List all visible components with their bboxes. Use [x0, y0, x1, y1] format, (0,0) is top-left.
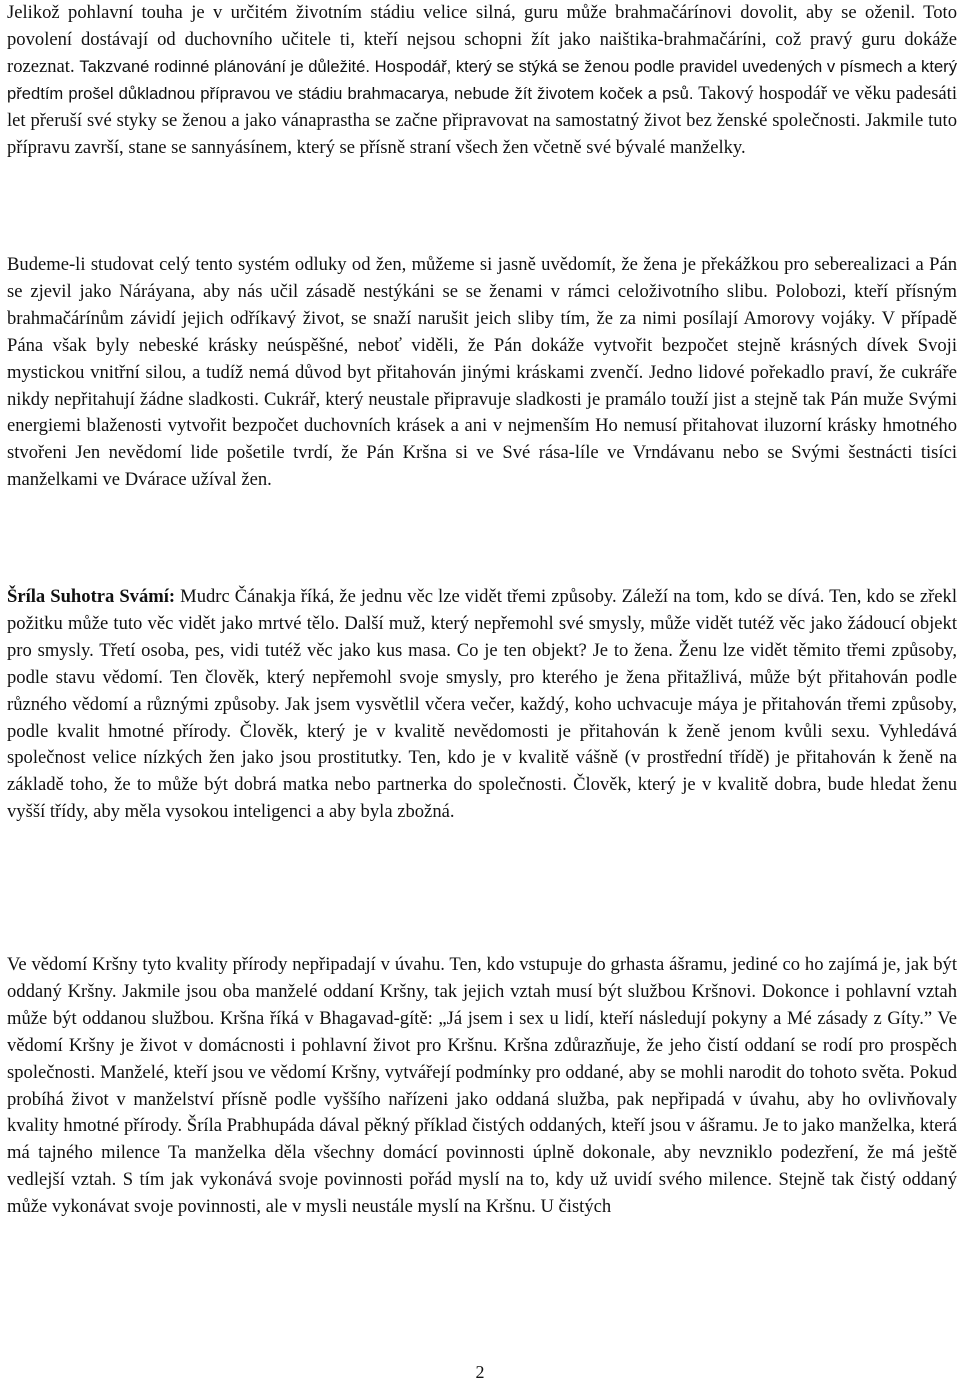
paragraph-krishna-consciousness: Ve vědomí Kršny tyto kvality přírody nepřipadají v úvahu. Ten, kdo vstupuje do grhasta ášramu, jediné co ho zajímá je, jak být oddaný Kršny. Jakmile jsou oba manželé oddaní Kršny, tak jejich vztah musí být službou Kršnovi. Dokonce i pohlavní vztah může být oddanou službou. Kršna říká v Bhagavad-gítě: „Já jsem i sex u lidí, kteří následují pokyny a Mé zásady z Gíty.” Ve vědomí Kršny je život v domácnosti i pohlavní život pro Kršnu. Kršna zdůrazňuje, že jeho čistí oddaní se rodí pro prospěch společnosti. Manželé, kteří jsou ve vědomí Kršny, vytvářejí podmínky pro oddané, aby se mohli narodit do tohoto světa. Pokud probíhá život v manželství přísně podle vyššího nařízeni jako oddaná služba, pak nepřipadá v úvahu, aby ho ovlivňovaly kvality hmotné přírody. Šríla Prabhupáda dával pěkný příklad čistých oddaných, kteří jsou v ášramu. Je to jako manželka, která má tajného milence Ta manželka děla všechny domácí povinnosti úplně dokonale, aby nevzniklo podezření, že má ještě vedlejší vztah. S tím jak vykonává svoje povinnosti pořád myslí na to, kdy už uvidí svého milence. Stejně tak čistý oddaný může vykonávat svoje povinnosti, ale v mysli neustále myslí na Kršnu. U čistých: [7, 954, 957, 1218]
paragraph-text: Takový hospodář ve věku padesáti let přeruší své styky se ženou a jako vánaprastha se začne připravovat na samostatný život bez ženské společnosti. Jakmile tuto přípravu završí, stane se sannyásínem, který se přísně straní všech žen včetně své bývalé manželky.: [7, 82, 958, 158]
paragraph-text: Jelikož pohlavní touha je v určitém životním stádiu velice silná, guru může brahmačárínovi dovolit, aby se oženil. Toto povolení dostávají od duchovního učitele ti, kteří nejsou schopni žít jako naištika-brahmačáríni, což pravý guru dokáže rozeznat.: [7, 2, 957, 77]
speaker-name: Šríla Suhotra Svámí:: [7, 586, 176, 607]
paragraph-text-sans: Takzvané rodinné plánování je důležité. Hospodář, který se stýká se ženou podle pravidel uvedených v písmech a který předtím prošel důkladnou přípravou ve stádiu brahmacarya, nebude žít životem koček a psů.: [7, 56, 957, 103]
page-number: 2: [475, 1362, 485, 1382]
paragraph-family-planning: [7, 0, 957, 161]
paragraph-separation-from-women: Budeme-li studovat celý tento systém odluky od žen, můžeme si jasně uvědomít, že žena je překážkou pro seberealizaci a Pán se zjevil jako Náráyana, aby nás učil zásadě nestýkáni se se ženami v rámci celoživotního slibu. Polobozi, kteří přísným brahmačárínům závidí jejich odříkavý život, se snaží narušit jeich sliby tím, že za nimi posílají Amorovy vojáky. V případě Pána však byly nebeské krásky neúspěšné, neboť viděli, že Pán dokáže vytvořit bezpočet stejně krásných dívek Svoji mystickou vnitřní silou, a tudíž nemá důvod byt přitahován jinými kráskami zvenčí. Jedno lidové pořekadlo praví, že cukráře nikdy nepřitahují žádne sladkosti. Cukrář, který neustale připravuje sladkosti je pramálo touží jist a stejně tak Pán muže Svými energiemi blaženosti vytvořit bezpočet duchovních krásek a ani v nejmenším Ho nemusí přitahovat iluzorní krásky hmotného stvořeni Jen nevědomí lide pošetile tvrdí, že Pán Kršna si ve Své rása-líle ve Vrndávanu nebo se Svými šestnácti tisíci manželkami ve Dvárace užíval žen.: [7, 254, 957, 491]
quote-text: Mudrc Čánakja říká, že jednu věc lze vidět třemi způsoby. Záleží na tom, kdo se dívá. Ten, kdo se zřekl požitku může tuto věc vidět jako mrtvé tělo. Další muž, který nepřemohl své smysly, může vidět tutéž věc jako žádoucí objekt pro smysly. Třetí osoba, pes, vidi tutéž věc jako kus masa. Co je ten objekt? Je to žena. Ženu lze vidět těmito třemi způsoby, podle stavu vědomí. Ten člověk, který nepřemohl svoje smysly, pro kterého je žena přitažlivá, může být přitahován podle různého vědomí a různými způsoby. Jak jsem vysvětlil včera večer, každý, koho uchvacuje máya je přitahován třemi způsoby, podle kvalit hmotné přírody. Člověk, který je v kvalitě nevědomosti je přitahován k ženě jenom kvůli sexu. Vyhledává společnost velice nízkých žen jako jsou prostitutky. Ten, kdo je v kvalitě vášně (v prostřední třídě) je přitahován k ženě na základě toho, že to může být dobrá matka nebo partnerka do společnosti. Člověk, který je v kvalitě dobra, bude hledat ženu vyšší třídy, aby měla vysokou inteligenci a aby byla zbožná.: [7, 586, 957, 823]
paragraph-quote-suhotra-swami: [7, 584, 957, 826]
